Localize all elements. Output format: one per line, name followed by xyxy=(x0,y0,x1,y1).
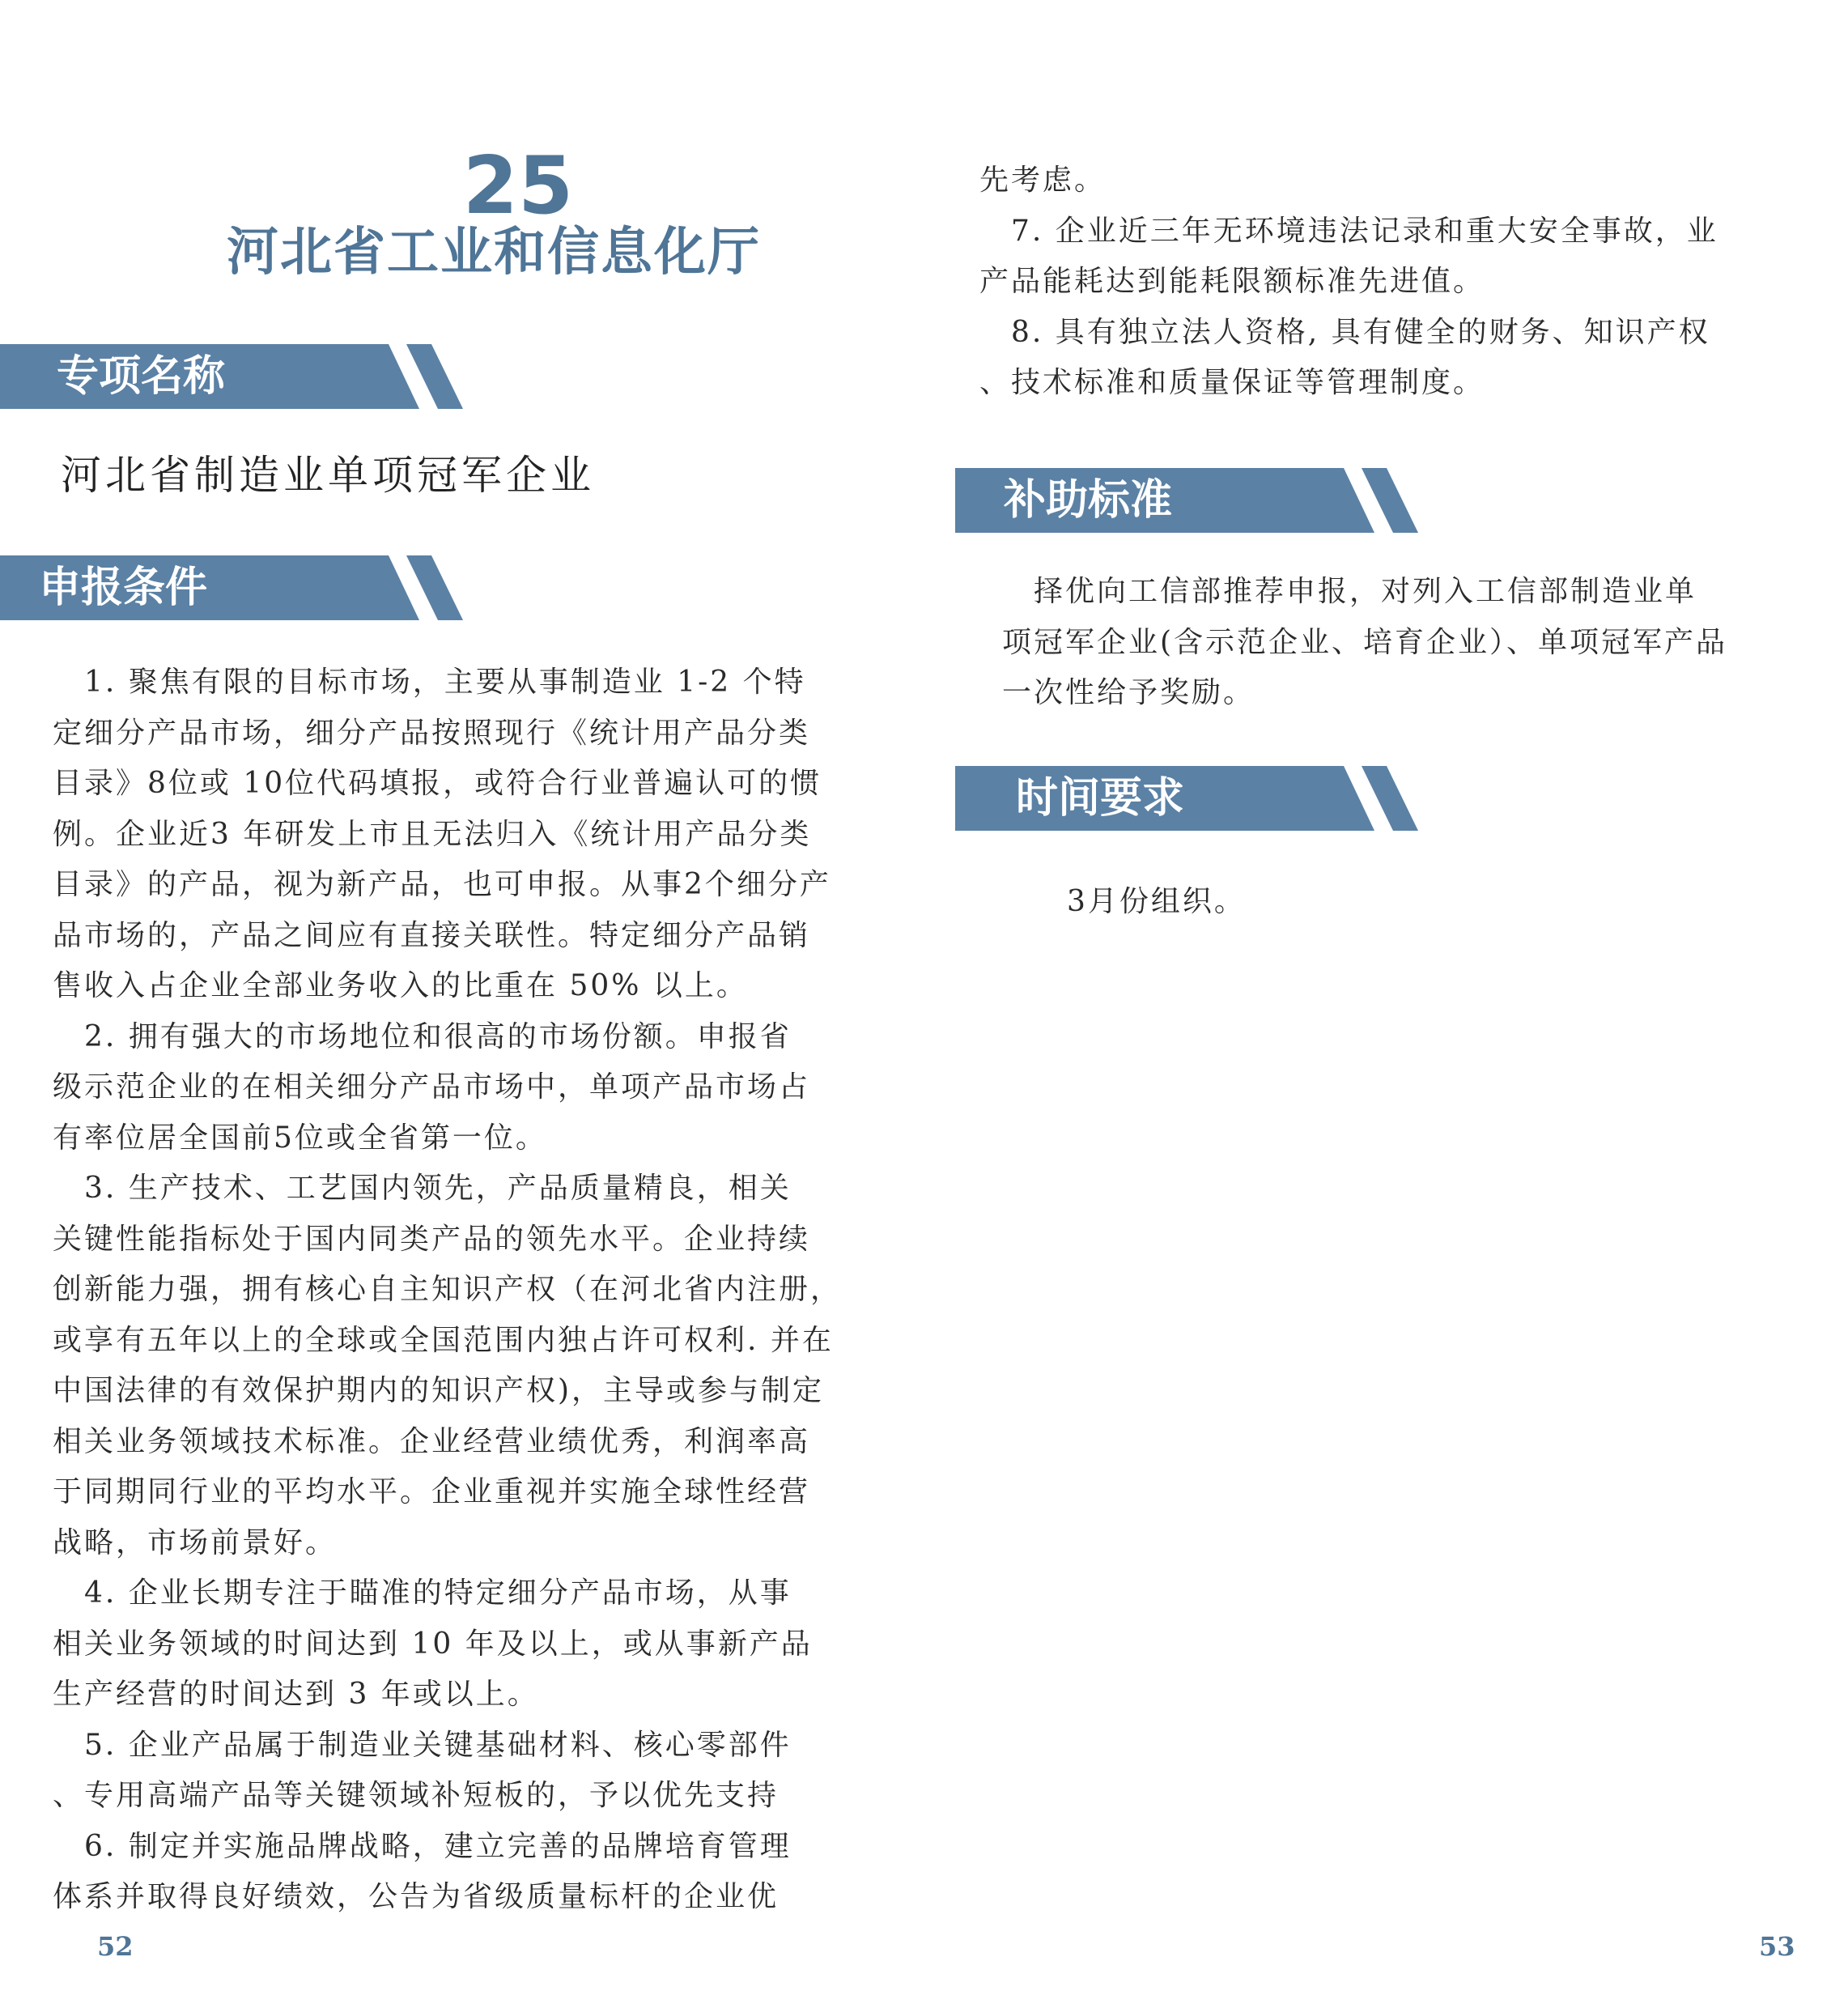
text-line: 相关业务领域技术标准。企业经营业绩优秀，利润率高 xyxy=(53,1424,811,1458)
text-line: 相关业务领域的时间达到 10 年及以上，或从事新产品 xyxy=(53,1627,813,1661)
section-heading-subsidy: 补助标准 xyxy=(1004,476,1173,525)
text-line: 创新能力强，拥有核心自主知识产权（在河北省内注册， xyxy=(53,1273,843,1306)
text-line: 例。企业近3 年研发上市且无法归入《统计用产品分类 xyxy=(53,817,812,851)
text-line: 一次性给予奖励。 xyxy=(1002,676,1255,709)
section-banner-special-name xyxy=(0,344,469,409)
text-line: 战略，市场前景好。 xyxy=(53,1525,338,1559)
text-line: 择优向工信部推荐申报，对列入工信部制造业单 xyxy=(1002,575,1697,608)
text-line: 生产经营的时间达到 3 年或以上。 xyxy=(53,1678,539,1711)
page-number-left: 52 xyxy=(97,1931,134,1962)
text-line: 3. 生产技术、工艺国内领先，产品质量精良，相关 xyxy=(53,1172,792,1205)
text-line: 4. 企业长期专注于瞄准的特定细分产品市场，从事 xyxy=(53,1576,792,1610)
text-line: 或享有五年以上的全球或全国范围内独占许可权利. 并在 xyxy=(53,1323,834,1357)
text-line: 级示范企业的在相关细分产品市场中，单项产品市场占 xyxy=(53,1070,811,1104)
text-line: 中国法律的有效保护期内的知识产权)，主导或参与制定 xyxy=(53,1374,825,1407)
text-line: 项冠军企业(含示范企业、培育企业）、单项冠军产品 xyxy=(1002,625,1728,659)
text-line: 2. 拥有强大的市场地位和很高的市场份额。申报省 xyxy=(53,1019,792,1053)
subsidy-text xyxy=(1002,567,1812,719)
conditions-text-left xyxy=(53,657,862,1923)
section-heading-time: 时间要求 xyxy=(1016,774,1185,823)
text-line: 目录》的产品，视为新产品，也可申报。从事2个细分产 xyxy=(53,868,831,901)
text-line: 、专用高端产品等关键领域补短板的，予以优先支持 xyxy=(53,1779,780,1812)
department-title: 河北省工业和信息化厅 xyxy=(227,223,761,283)
section-heading-special-name: 专项名称 xyxy=(57,352,226,401)
text-line: 6. 制定并实施品牌战略，建立完善的品牌培育管理 xyxy=(53,1829,792,1863)
special-name-text: 河北省制造业单项冠军企业 xyxy=(61,452,595,499)
section-banner-conditions xyxy=(0,555,469,620)
text-line: 先考虑。 xyxy=(979,164,1107,197)
text-line: 关键性能指标处于国内同类产品的领先水平。企业持续 xyxy=(53,1222,811,1256)
text-line: 品市场的，产品之间应有直接关联性。特定细分产品销 xyxy=(53,918,811,952)
section-heading-conditions: 申报条件 xyxy=(39,564,208,612)
text-line: 体系并取得良好绩效，公告为省级质量标杆的企业优 xyxy=(53,1880,780,1913)
text-line: 有率位居全国前5位或全省第一位。 xyxy=(53,1121,547,1155)
chapter-number: 25 xyxy=(462,140,574,232)
text-line: 目录》8位或 10位代码填报，或符合行业普遍认可的惯 xyxy=(53,767,822,800)
text-line: 5. 企业产品属于制造业关键基础材料、核心零部件 xyxy=(53,1728,792,1762)
text-line: 售收入占企业全部业务收入的比重在 50% 以上。 xyxy=(53,969,748,1002)
conditions-text-right xyxy=(979,155,1789,409)
text-line: 8. 具有独立法人资格, 具有健全的财务、知识产权 xyxy=(979,315,1710,349)
text-line: 1. 聚焦有限的目标市场，主要从事制造业 1-2 个特 xyxy=(53,666,806,699)
section-banner-time xyxy=(955,766,1441,831)
text-line: 产品能耗达到能耗限额标准先进值。 xyxy=(979,265,1485,298)
text-line: 、技术标准和质量保证等管理制度。 xyxy=(979,366,1485,399)
text-line: 定细分产品市场，细分产品按照现行《统计用产品分类 xyxy=(53,716,811,750)
text-line: 于同期同行业的平均水平。企业重视并实施全球性经营 xyxy=(53,1475,811,1508)
text-line: 7. 企业近三年无环境违法记录和重大安全事故，业 xyxy=(979,214,1718,248)
section-banner-subsidy xyxy=(955,468,1441,533)
page-number-right: 53 xyxy=(1759,1931,1795,1962)
time-text: 3月份组织。 xyxy=(1067,885,1246,918)
